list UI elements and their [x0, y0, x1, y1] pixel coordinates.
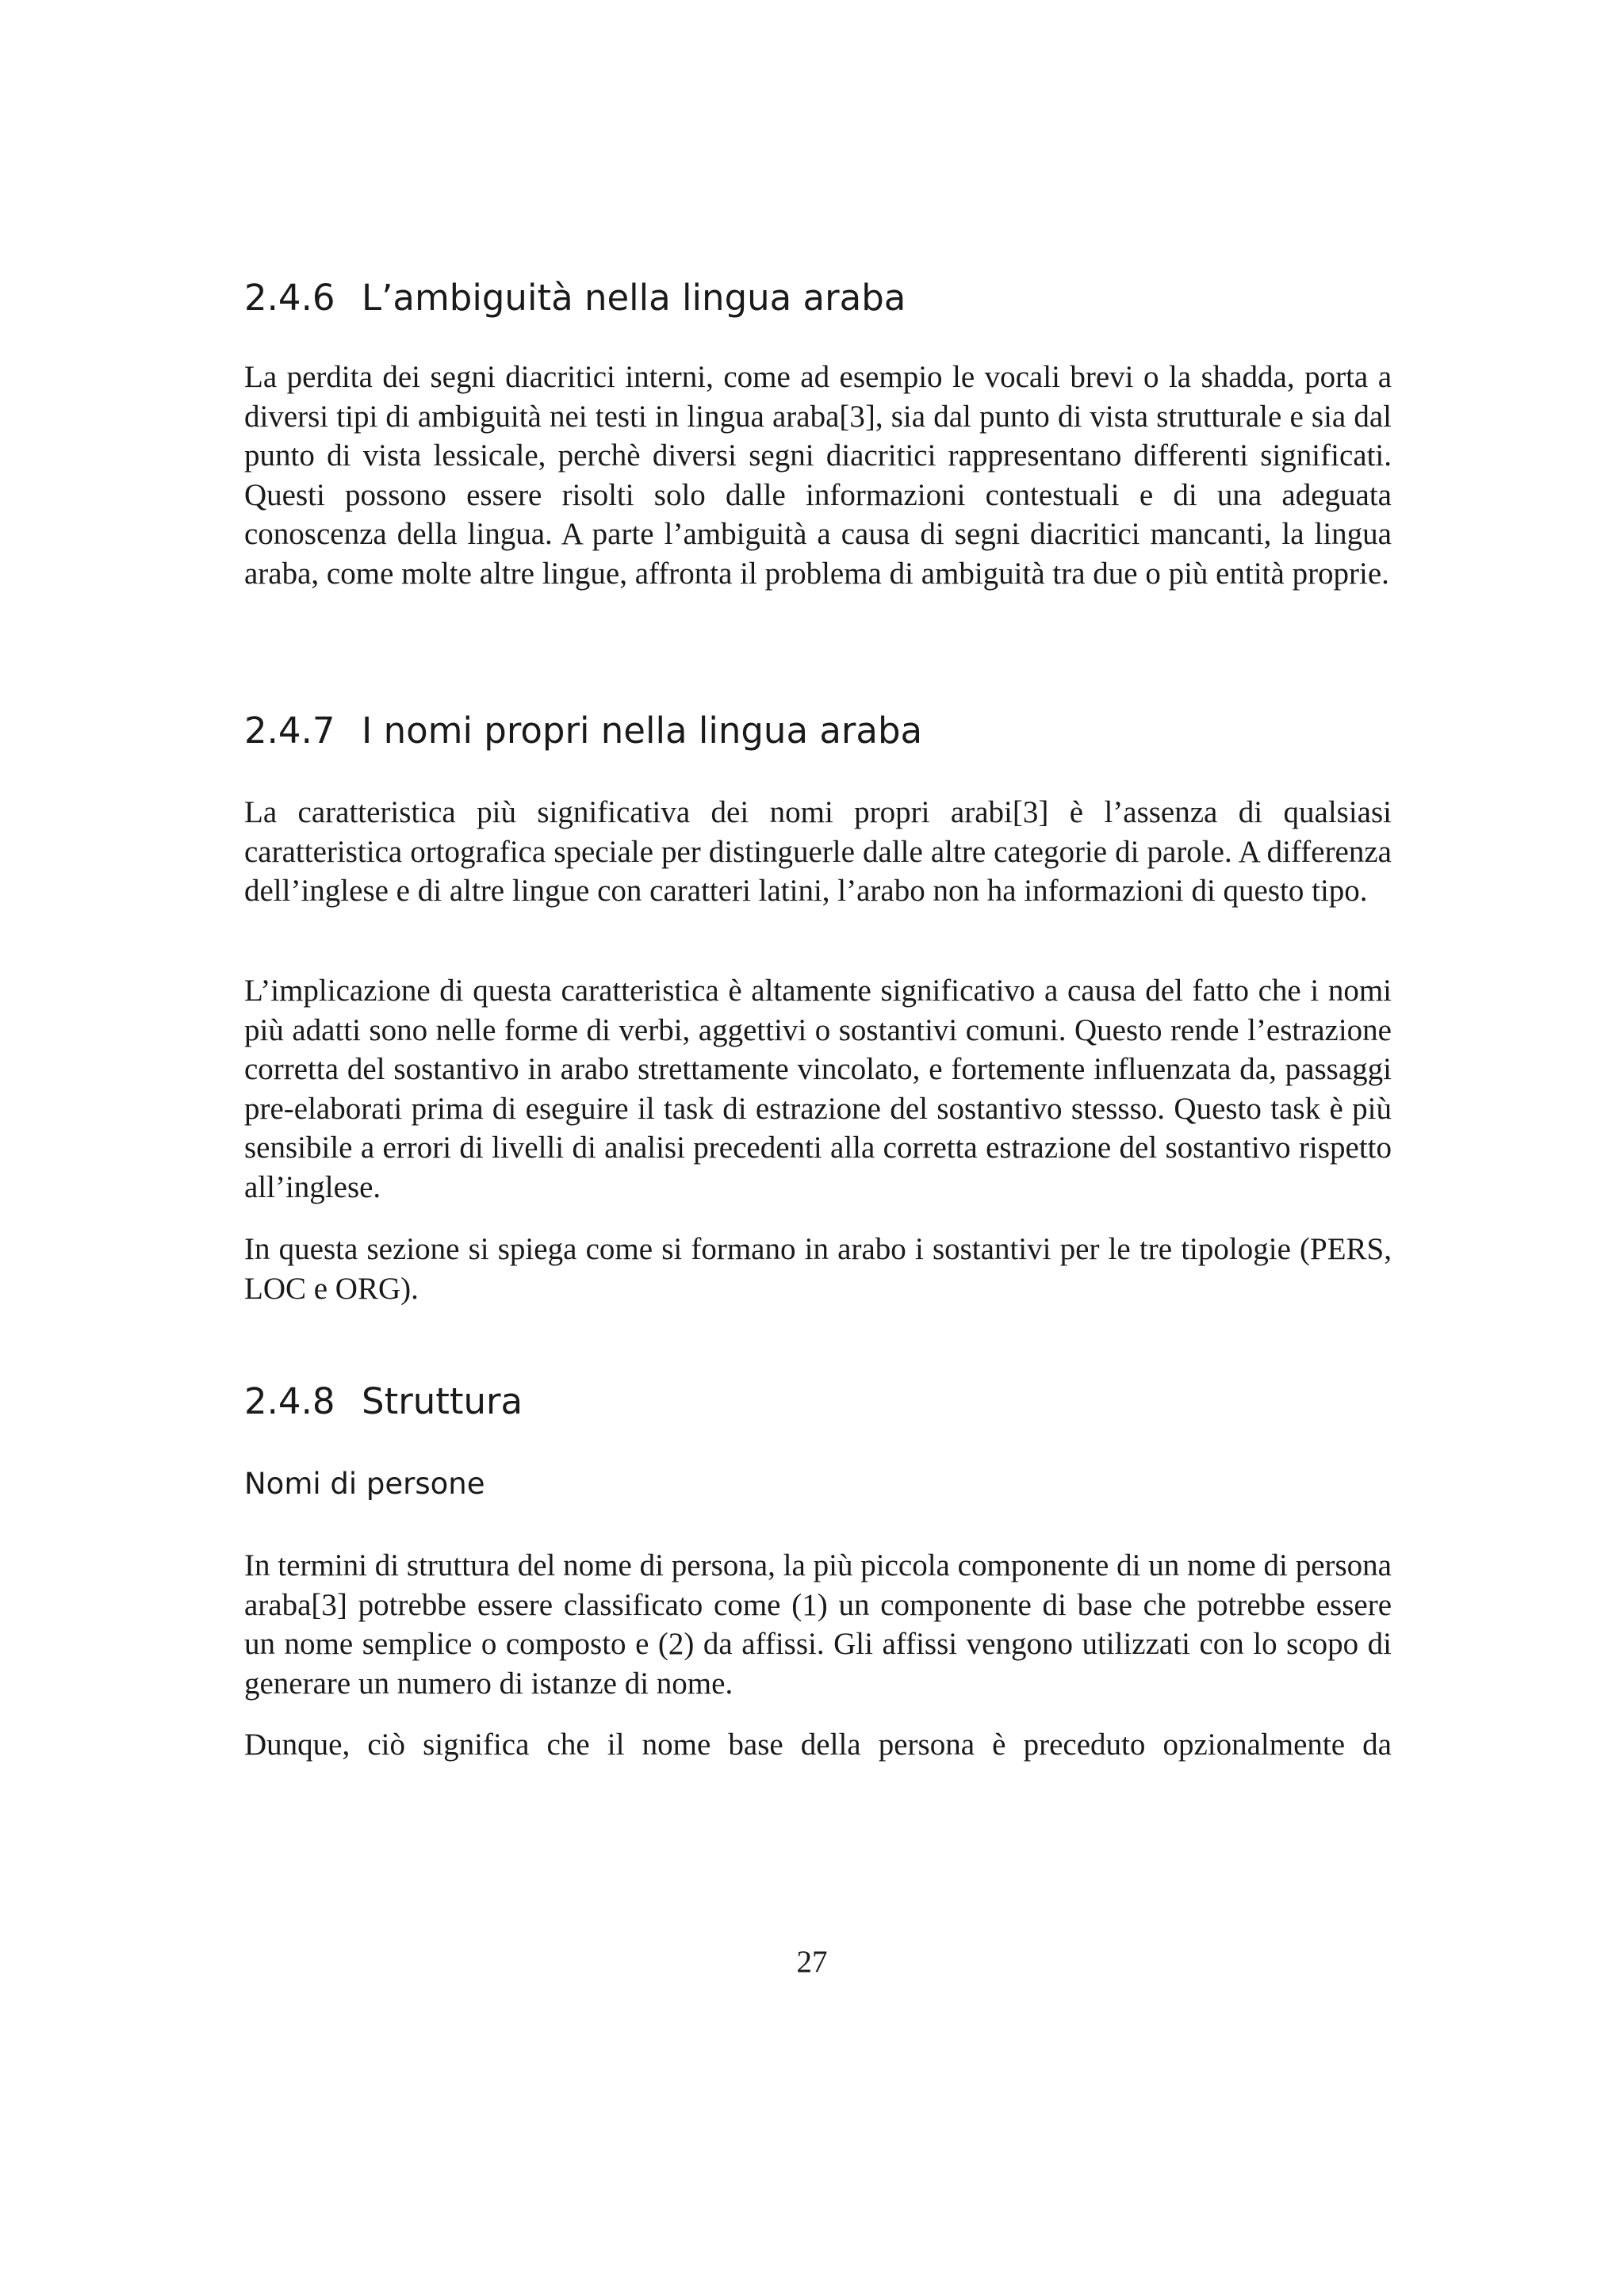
section-heading-2-4-8 [244, 1378, 523, 1425]
paragraph: La caratteristica più significativa dei nomi propri arabi[3] è l’assenza di qualsiasi caratteristica ortografica speciale per distinguerle dalle altre categorie di parole. A differenza dell’inglese e di altre lingue con caratteri latini, l’arabo non ha informazioni di questo tipo. [244, 795, 1392, 908]
section-body-2-4-7-p2 [244, 971, 1392, 1207]
section-number: 2.4.8 [244, 1380, 335, 1422]
paragraph: In questa sezione si spiega come si formano in arabo i sostantivi per le tre tipologie (PERS, LOC e ORG). [244, 1232, 1392, 1306]
section-title: Struttura [362, 1380, 523, 1422]
section-heading-2-4-6 [244, 274, 906, 322]
paragraph: La perdita dei segni diacritici interni, come ad esempio le vocali brevi o la shadda, porta a diversi tipi di ambiguità nei testi in lingua araba[3], sia dal punto di vista strutturale e sia dal punto di vista lessicale, perchè diversi segni diacritici rappresentano differenti significati. Questi possono essere risolti solo dalle informazioni contestuali e di una adeguata conoscenza della lingua. A parte l’ambiguità a causa di segni diacritici mancanti, la lingua araba, come molte altre lingue, affronta il problema di ambiguità tra due o più entità proprie. [244, 360, 1392, 591]
section-title: I nomi propri nella lingua araba [362, 710, 923, 752]
section-body-2-4-8-p2 [244, 1725, 1392, 1765]
section-title: L’ambiguità nella lingua araba [362, 277, 906, 319]
paragraph: Dunque, ciò significa che il nome base della persona è preceduto opzionalmente da [244, 1728, 1392, 1762]
section-body-2-4-7-p3 [244, 1230, 1392, 1308]
subsection-heading: Nomi di persone [244, 1467, 485, 1501]
paragraph: L’implicazione di questa caratteristica è altamente significativo a causa del fatto che i nomi più adatti sono nelle forme di verbi, aggettivi o sostantivi comuni. Questo rende l’estrazione corretta del sostantivo in arabo strettamente vincolato, e fortemente influenzata da, passaggi pre-elaborati prima di eseguire il task di estrazione del sostantivo stessso. Questo task è più sensibile a errori di livelli di analisi precedenti alla corretta estrazione del sostantivo rispetto all’inglese. [244, 974, 1392, 1204]
section-body-2-4-8 [244, 1546, 1392, 1703]
section-heading-2-4-7 [244, 707, 922, 755]
page-number: 27 [796, 1945, 828, 1979]
paragraph: In termini di struttura del nome di persona, la più piccola componente di un nome di persona araba[3] potrebbe essere classificato come (1) un componente di base che potrebbe essere un nome semplice o composto e (2) da affissi. Gli affissi vengono utilizzati con lo scopo di generare un numero di istanze di nome. [244, 1548, 1392, 1701]
section-body-2-4-7 [244, 793, 1392, 911]
section-number: 2.4.6 [244, 277, 335, 319]
section-number: 2.4.7 [244, 710, 335, 752]
section-body-2-4-6 [244, 358, 1392, 593]
